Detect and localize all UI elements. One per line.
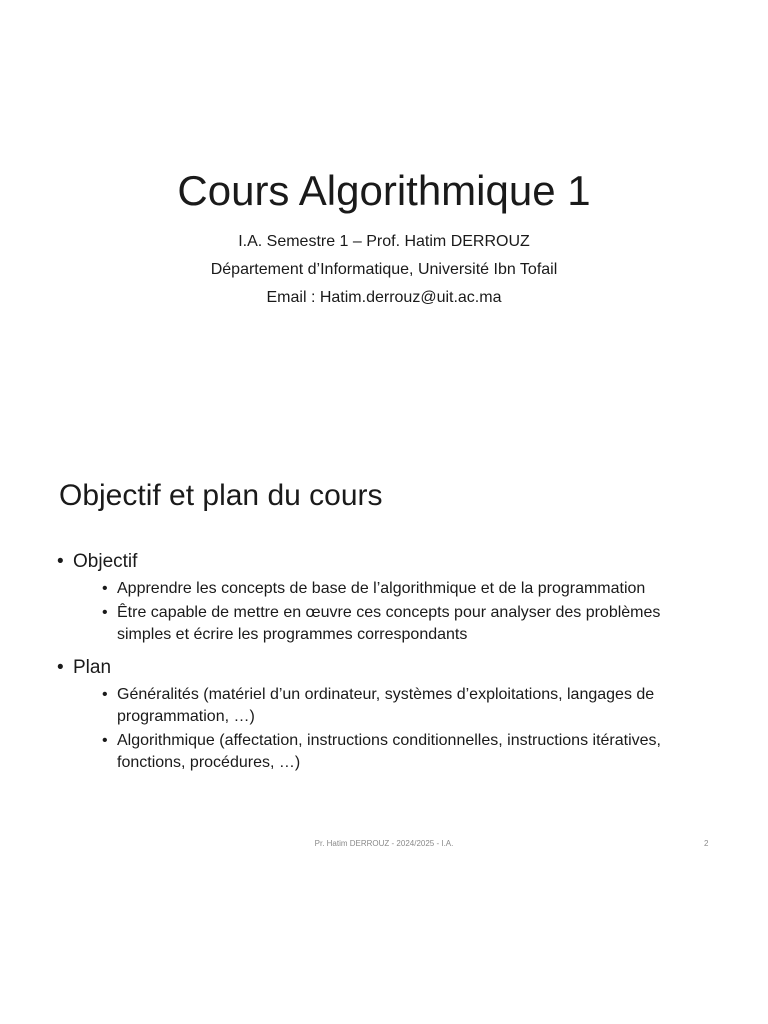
content-slide <box>0 440 768 1024</box>
sub-bullet-item <box>73 602 717 646</box>
sub-bullet-item <box>73 684 717 728</box>
sub-bullet-text: Être capable de mettre en œuvre ces concepts pour analyser des problèmes simples et écrire les programmes correspondants <box>117 604 661 643</box>
bullet-icon: • <box>102 580 108 597</box>
bullet-label: Objectif <box>73 551 138 572</box>
slide-footer: Pr. Hatim DERROUZ - 2024/2025 - I.A. <box>314 839 454 848</box>
bullet-label: Plan <box>73 657 112 678</box>
bullet-plan <box>57 656 717 774</box>
course-semester-professor: I.A. Semestre 1 – Prof. Hatim DERROUZ <box>238 233 530 250</box>
bullet-objectif <box>57 550 717 646</box>
course-email: Email : Hatim.derrouz@uit.ac.ma <box>266 289 502 306</box>
bullet-icon: • <box>57 551 64 572</box>
sub-bullet-text: Algorithmique (affectation, instructions conditionnelles, instructions itératives, fonctions, procédures, …) <box>117 732 661 771</box>
sub-bullet-item <box>73 730 717 774</box>
bullet-icon: • <box>102 686 108 703</box>
page-number: 2 <box>704 839 709 848</box>
sub-bullet-item <box>73 578 717 600</box>
course-subtitle <box>0 228 768 312</box>
sub-bullet-list <box>73 684 717 774</box>
sub-bullet-list <box>73 578 717 646</box>
bullet-icon: • <box>57 657 64 678</box>
slide-heading: Objectif et plan du cours <box>59 479 383 512</box>
sub-bullet-text: Généralités (matériel d’un ordinateur, systèmes d’exploitations, langages de programmation, …) <box>117 686 655 725</box>
course-title: Cours Algorithmique 1 <box>177 167 591 214</box>
sub-bullet-text: Apprendre les concepts de base de l’algorithmique et de la programmation <box>117 580 646 597</box>
course-department: Département d’Informatique, Université Ibn Tofail <box>210 261 558 278</box>
title-slide <box>0 0 768 440</box>
bullet-icon: • <box>102 604 108 621</box>
bullet-list <box>57 550 717 784</box>
bullet-icon: • <box>102 732 108 749</box>
